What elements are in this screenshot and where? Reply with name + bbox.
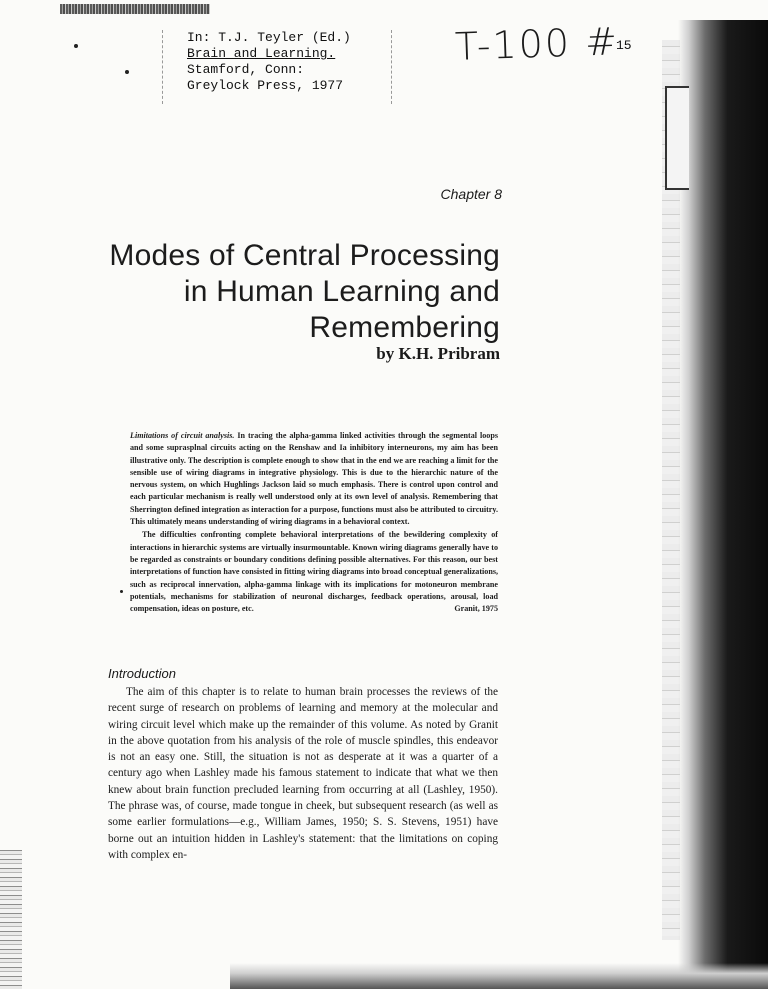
scan-shadow-bottom xyxy=(230,963,768,989)
citation-stamp xyxy=(162,30,392,104)
scan-shadow-right xyxy=(678,20,768,989)
chapter-title-line: Remembering xyxy=(309,311,500,344)
handwritten-note: T-100 # xyxy=(454,19,620,69)
section-heading: Introduction xyxy=(108,666,176,681)
chapter-title-line: in Human Learning and xyxy=(183,275,500,308)
citation-book-title: Brain and Learning. xyxy=(187,46,336,61)
epigraph-paragraph xyxy=(130,529,498,615)
epigraph-text: In tracing the alpha-gamma linked activities through the segmental loops and some suprasplnal circuits acting on the Renshaw and Ia inhibitory interneurons, my aim has been illustrative only. The description is complete enough to show that in the end we are reaching a limit for the sensible use of wiring diagrams in integrative physiology. This is due to the hierarchic nature of the nervous system, on which Hughlings Jackson laid so much emphasis. There is control upon control and each particular mechanism is really well understood only at its own level of analysis. Remembering that Sherrington defined integration as interaction for a purpose, functions must also be attributed to circuitry. This ultimately means understanding of wiring diagrams in a behavioral context. xyxy=(130,431,498,527)
body-paragraph: The aim of this chapter is to relate to human brain processes the reviews of the recent surge of research on problems of learning and memory at the molecular and wiring circuit level which make up the remainder of this volume. As noted by Granit in the above quotation from his analysis of the role of muscle spindles, this endeavor is not an easy one. Still, the situation is not as desperate at it was a quarter of a century ago when Lashley made his famous statement to indicate that what we then knew about brain function precluded learning from occurring at all (Lashley, 1950). The phrase was, of course, made tongue in cheek, but subsequent research (as well as some earlier formulations—e.g., William James, 1950; S. S. Stevens, 1951) have borne out an intuition hidden in Lashley's statement: that the limitations on coping with complex en- xyxy=(108,686,498,861)
epigraph-text: The difficulties confronting complete behavioral interpretations of the bewildering complexity of interactions in hierarchic systems are virtually insurmountable. Known wiring diagrams generally have to be regarded as constraints or boundary conditions defining possible alternatives. For this reason, our best interpretations of function have consisted in fitting wiring diagrams into broad conceptual generalizations, such as reciprocal innervation, alpha-gamma linkage with its implications for motoneuron membrane potentials, mechanisms for stabilization of neuronal discharges, feedback operations, arousal, load compensation, ideas on posture, etc. xyxy=(130,530,498,614)
chapter-label: Chapter 8 xyxy=(440,186,502,202)
epigraph-paragraph xyxy=(130,430,498,528)
citation-line: Stamford, Conn: xyxy=(187,62,305,77)
citation-line: Greylock Press, 1977 xyxy=(187,78,344,93)
scan-dot xyxy=(120,590,123,593)
page-number: 15 xyxy=(616,38,632,53)
epigraph-quotation xyxy=(130,430,498,615)
scan-speckle-left xyxy=(0,850,22,989)
author-byline: by K.H. Pribram xyxy=(376,344,500,363)
scan-dot xyxy=(125,70,129,74)
scan-smudge-top xyxy=(60,4,210,14)
epigraph-lead: Limitations of circuit analysis. xyxy=(130,431,235,440)
chapter-title xyxy=(70,238,500,346)
page-tab-mark xyxy=(665,86,689,190)
citation-line: In: T.J. Teyler (Ed.) xyxy=(187,30,351,45)
epigraph-attribution: Granit, 1975 xyxy=(454,604,498,614)
scan-dot xyxy=(74,44,78,48)
chapter-title-line: Modes of Central Processing xyxy=(109,239,500,272)
